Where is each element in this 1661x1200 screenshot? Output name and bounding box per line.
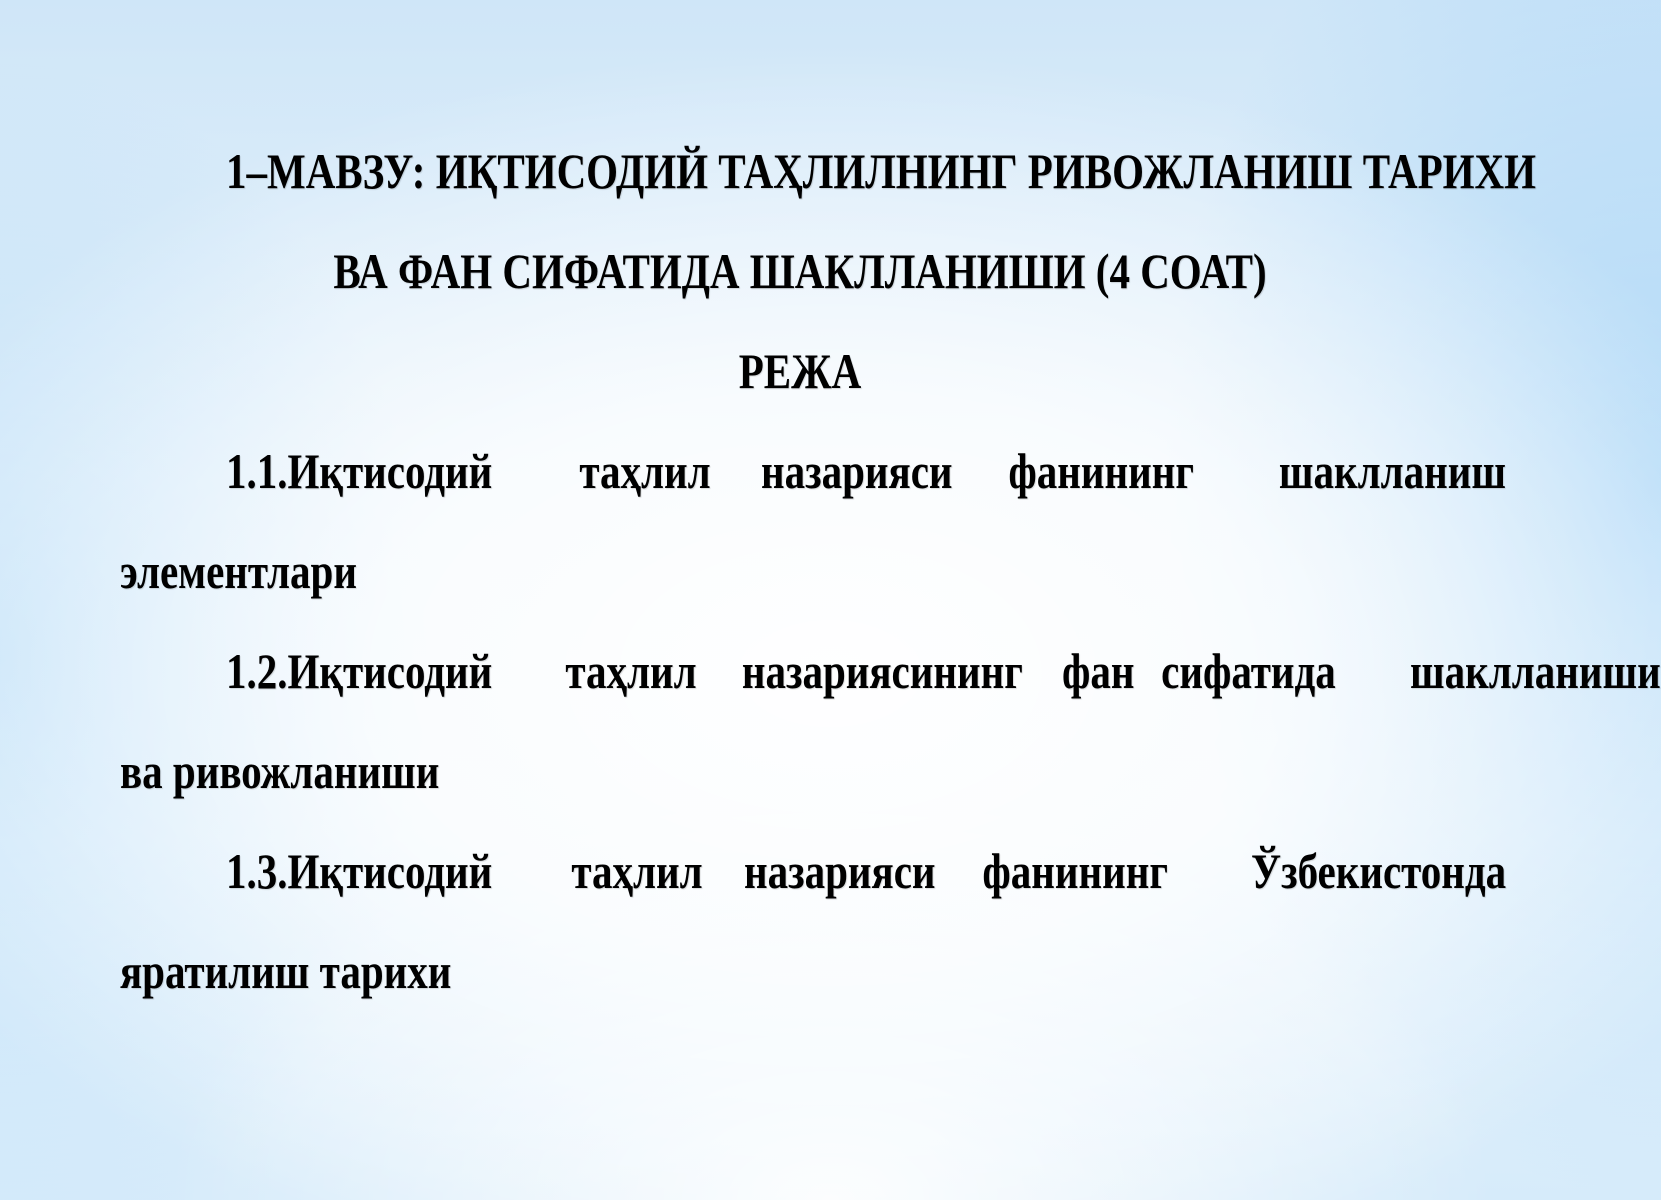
plan-item-1-word: фанининг: [1008, 443, 1195, 499]
plan-item-1-line-1: [120, 441, 1506, 501]
plan-item-3-continuation: яратилиш тарихи: [120, 943, 452, 999]
plan-item-3-word: фанининг: [982, 843, 1169, 899]
slide-title-line-2: ВА ФАН СИФАТИДА ШАКЛЛАНИШИ (4 СОАТ): [333, 243, 1267, 299]
plan-item-2-line-1: [120, 641, 1661, 701]
plan-item-1-word: шаклланиш: [1278, 443, 1506, 499]
plan-item-1-line-2: [120, 541, 1506, 601]
plan-heading: РЕЖА: [738, 343, 862, 399]
plan-item-3-line-1: [120, 841, 1506, 901]
plan-item-2-word: сифатида: [1161, 643, 1336, 699]
slide-title-line-1: 1–МАВЗУ: ИҚТИСОДИЙ ТАҲЛИЛНИНГ РИВОЖЛАНИШ ТАРИХИ: [226, 143, 1537, 199]
plan-item-1-word: таҳлил: [579, 443, 711, 499]
plan-item-2-word: таҳлил: [565, 643, 697, 699]
plan-item-2-word: фан: [1061, 643, 1134, 699]
plan-item-3-word: Ўзбекистонда: [1250, 843, 1506, 899]
plan-item-1-word: назарияси: [760, 443, 953, 499]
plan-item-3-word: назарияси: [743, 843, 936, 899]
plan-item-3-word: 1.3.Иқтисодий: [226, 843, 493, 899]
plan-item-3-word: таҳлил: [571, 843, 703, 899]
plan-item-3-line-2: [120, 941, 1506, 1001]
plan-item-1-continuation: элементлари: [120, 543, 357, 599]
plan-item-2-line-2: [120, 741, 1506, 801]
plan-item-1-word: 1.1.Иқтисодий: [226, 443, 493, 499]
plan-item-2-word: назариясининг: [741, 643, 1023, 699]
plan-item-2-word: шаклланиши: [1409, 643, 1661, 699]
plan-item-2-word: 1.2.Иқтисодий: [226, 643, 493, 699]
plan-item-2-continuation: ва ривожланиши: [120, 743, 440, 799]
